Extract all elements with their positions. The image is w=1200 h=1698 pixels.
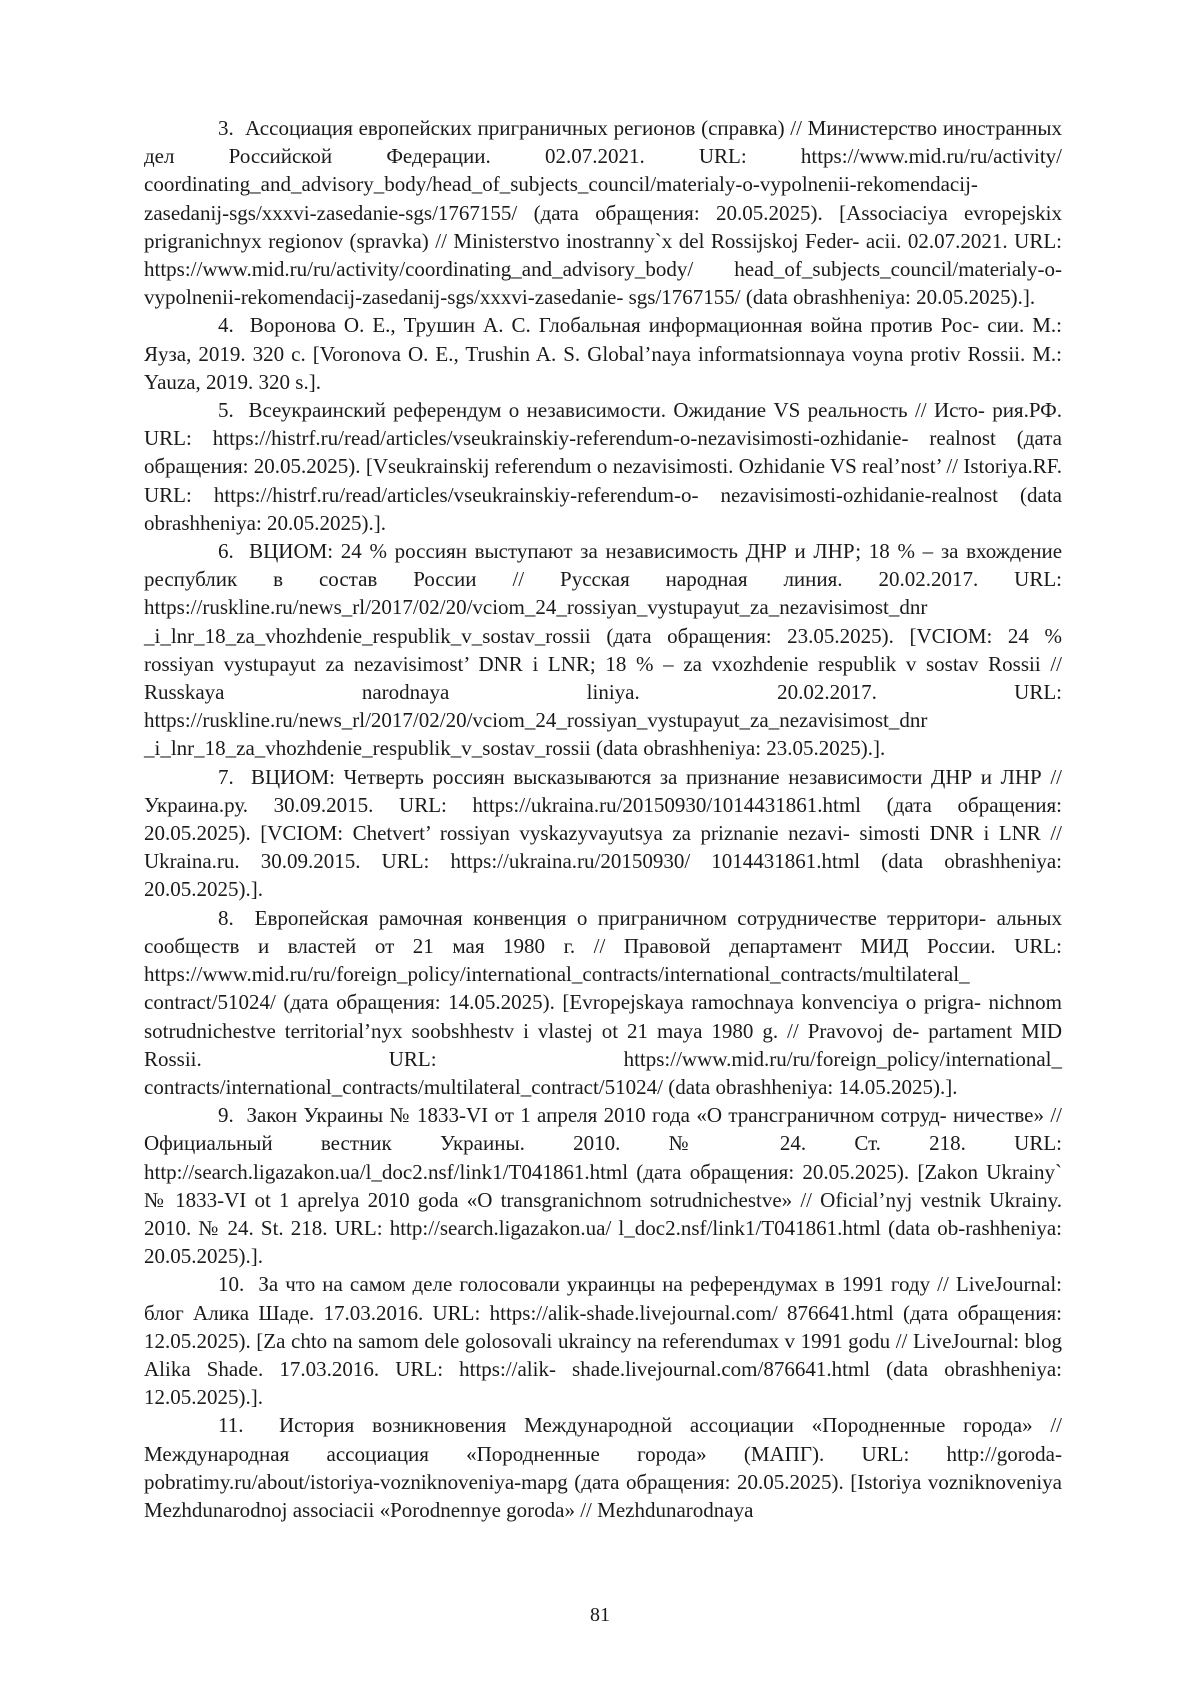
reference-text: Закон Украины № 1833-VI от 1 апреля 2010 года «О трансграничном сотруд- ничестве» // Официальный вестник Украины. 2010. № 24. Ст. 218. URL: http://search.ligazakon.ua/l_doc2.nsf/link1/T041861.html (дата обращения: 20.05.2025). [Zakon Ukrainy` № 1833-VI ot 1 aprelya 2010 goda «O transgranichnom sotrudnichestve» // Oficial’nyj vestnik Ukrainy. 2010. № 24. St. 218. URL: http://search.ligazakon.ua/ l_doc2.nsf/link1/T041861.html (data ob-rashheniya: 20.05.2025).]. bbox=[144, 1103, 1062, 1268]
reference-text: За что на самом деле голосовали украинцы на референдумах в 1991 году // LiveJournal: блог Алика Шаде. 17.03.2016. URL: https://alik-shade.livejournal.com/ 876641.html (дата обращения: 12.05.2025). [Za chto na samom dele golosovali ukraincy na referendumax v 1991 godu // LiveJournal: blog Alika Shade. 17.03.2016. URL: https://alik- shade.livejournal.com/876641.html (data obrashheniya: 12.05.2025).]. bbox=[144, 1272, 1062, 1409]
reference-number: 5. bbox=[218, 398, 234, 422]
reference-item bbox=[144, 763, 1062, 904]
reference-text: ВЦИОМ: 24 % россиян выступают за независимость ДНР и ЛНР; 18 % – за вхождение республик в состав России // Русская народная линия. 20.02.2017. URL: https://ruskline.ru/news_rl/2017/02/20/vciom_24_rossiyan_vystupayut_za_nezavisimost_dnr _i_lnr_18_za_vhozhdenie_respublik_v_sostav_rossii (дата обращения: 23.05.2025). [VCIOM: 24 % rossiyan vystupayut za nezavisimost’ DNR i LNR; 18 % – za vxozhdenie respublik v sostav Rossii // Russkaya narodnaya liniya. 20.02.2017. URL: https://ruskline.ru/news_rl/2017/02/20/vciom_24_rossiyan_vystupayut_za_nezavisimost_dnr _i_lnr_18_za_vhozhdenie_respublik_v_sostav_rossii (data obrashheniya: 23.05.2025).]. bbox=[144, 539, 1062, 760]
reference-text: История возникновения Международной ассоциации «Породненные города» // Международная ассоциация «Породненные города» (МАПГ). URL: http://goroda- pobratimy.ru/about/istoriya-vozniknoveniya-mapg (дата обращения: 20.05.2025). [Istoriya vozniknoveniya Mezhdunarodnoj associacii «Porodnennye goroda» // Mezhdunarodnaya bbox=[144, 1413, 1062, 1522]
reference-item bbox=[144, 904, 1062, 1101]
reference-item bbox=[144, 1270, 1062, 1411]
page-number: 81 bbox=[0, 1604, 1200, 1627]
reference-text: ВЦИОМ: Четверть россиян высказываются за признание независимости ДНР и ЛНР // Украина.ру. 30.09.2015. URL: https://ukraina.ru/20150930/1014431861.html (дата обращения: 20.05.2025). [VCIOM: Chetvert’ rossiyan vyskazyvayutsya za priznanie nezavi- simosti DNR i LNR // Ukraina.ru. 30.09.2015. URL: https://ukraina.ru/20150930/ 1014431861.html (data obrashheniya: 20.05.2025).]. bbox=[144, 765, 1062, 902]
reference-item bbox=[144, 537, 1062, 763]
reference-text: Европейская рамочная конвенция о приграничном сотрудничестве территори- альных сообществ и властей от 21 мая 1980 г. // Правовой департамент МИД России. URL: https://www.mid.ru/ru/foreign_policy/international_contracts/international_contracts/multilateral_ contract/51024/ (дата обращения: 14.05.2025). [Evropejskaya ramochnaya konvenciya o prigra- nichnom sotrudnichestve territorial’nyx soobshhestv i vlastej ot 21 maya 1980 g. // Pravovoj de- partament MID Rossii. URL: https://www.mid.ru/ru/foreign_policy/international_ contracts/international_contracts/multilateral_contract/51024/ (data obrashheniya: 14.05.2025).]. bbox=[144, 906, 1062, 1099]
reference-item bbox=[144, 396, 1062, 537]
reference-text: Всеукраинский референдум о независимости. Ожидание VS реальность // Исто- рия.РФ. URL: https://histrf.ru/read/articles/vseukrainskiy-referendum-o-nezavisimosti-ozhidanie- realnost (дата обращения: 20.05.2025). [Vseukrainskij referendum o nezavisimosti. Ozhidanie VS real’nost’ // Istoriya.RF. URL: https://histrf.ru/read/articles/vseukrainskiy-referendum-o- nezavisimosti-ozhidanie-realnost (data obrashheniya: 20.05.2025).]. bbox=[144, 398, 1062, 535]
reference-number: 8. bbox=[218, 906, 234, 930]
reference-number: 11. bbox=[218, 1413, 243, 1437]
reference-item bbox=[144, 311, 1062, 396]
reference-number: 7. bbox=[218, 765, 234, 789]
reference-number: 6. bbox=[218, 539, 234, 563]
reference-number: 3. bbox=[218, 116, 234, 140]
reference-item bbox=[144, 1411, 1062, 1524]
reference-number: 10. bbox=[218, 1272, 244, 1296]
reference-number: 4. bbox=[218, 313, 234, 337]
reference-text: Ассоциация европейских приграничных регионов (справка) // Министерство иностранных дел Российской Федерации. 02.07.2021. URL: https://www.mid.ru/ru/activity/ coordinating_and_advisory_body/head_of_subjects_council/materialy-o-vypolnenii-rekomendacij- zasedanij-sgs/xxxvi-zasedanie-sgs/1767155/ (дата обращения: 20.05.2025). [Associaciya evropejskix prigranichnyx regionov (spravka) // Ministerstvo inostranny`x del Rossijskoj Feder- acii. 02.07.2021. URL: https://www.mid.ru/ru/activity/coordinating_and_advisory_body/ head_of_subjects_council/materialy-o-vypolnenii-rekomendacij-zasedanij-sgs/xxxvi-zasedanie- sgs/1767155/ (data obrashheniya: 20.05.2025).]. bbox=[144, 116, 1062, 309]
reference-text: Воронова О. Е., Трушин А. С. Глобальная информационная война против Рос- сии. М.: Яуза, 2019. 320 с. [Voronova O. E., Trushin A. S. Global’naya informatsionnaya voyna protiv Rossii. M.: Yauza, 2019. 320 s.]. bbox=[144, 313, 1062, 393]
reference-item bbox=[144, 114, 1062, 311]
reference-item bbox=[144, 1101, 1062, 1270]
reference-list bbox=[144, 114, 1062, 1524]
reference-number: 9. bbox=[218, 1103, 234, 1127]
